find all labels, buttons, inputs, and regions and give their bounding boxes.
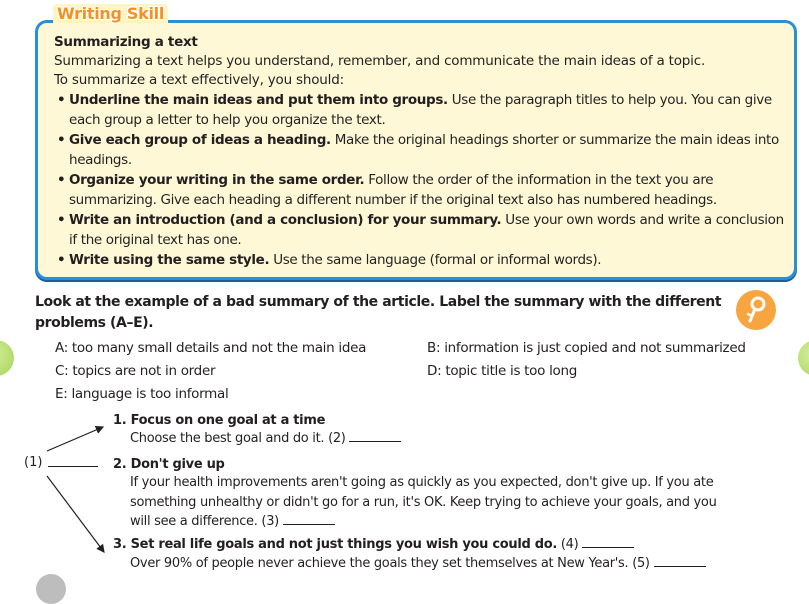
option-b: B: information is just copied and not summarized: [427, 339, 746, 356]
bullet-bold: Give each group of ideas a heading.: [69, 132, 331, 148]
item1-heading: 1. Focus on one goal at a time: [113, 413, 326, 428]
item1-text: [130, 430, 401, 448]
bullet-bold: Write using the same style.: [69, 252, 270, 268]
green-circle-decoration: [0, 340, 14, 376]
option-d: D: topic title is too long: [427, 362, 578, 379]
item3-text-content: Over 90% of people never achieve the goals they set themselves at New Year's. (5): [130, 556, 650, 571]
bullet-text: Use the same language (formal or informal words).: [269, 252, 602, 268]
option-row: [55, 336, 795, 359]
bullet-item: [54, 91, 784, 130]
bullet-text: Follow the order of the information in the text you are summarizing. Give each heading a different number if the original text also has numbered headings.: [69, 172, 717, 208]
bullet-bold: Write an introduction (and a conclusion) for your summary.: [69, 212, 502, 228]
option-row: [55, 382, 795, 405]
bullet-text: Make the original headings shorter or summarize the main ideas into headings.: [69, 132, 779, 168]
skill-intro-1: Summarizing a text helps you understand, remember, and communicate the main ideas of a topic.: [54, 53, 706, 69]
writing-skill-tab: Writing Skill: [53, 4, 168, 23]
item1-text-content: Choose the best goal and do it. (2): [130, 431, 346, 446]
bullet-text: Use your own words and write a conclusion if the original text has one.: [69, 212, 784, 248]
answer-blank-1[interactable]: [48, 466, 98, 467]
item3-label: (4): [557, 537, 579, 552]
label-1: (1): [24, 455, 43, 470]
answer-blank-4[interactable]: [582, 546, 634, 548]
grey-circle-decoration: [36, 574, 66, 604]
option-a: A: too many small details and not the main idea: [55, 339, 367, 356]
problem-options: [55, 336, 795, 405]
skill-bullets: [54, 91, 784, 271]
skill-intro-2: To summarize a text effectively, you should:: [54, 72, 344, 88]
exercise-instruction: Look at the example of a bad summary of the article. Label the summary with the different problems (A–E).: [35, 294, 722, 331]
bullet-item: [54, 251, 784, 271]
item2-line-3-content: will see a difference. (3): [130, 514, 279, 529]
item3-heading: 3. Set real life goals and not just things you wish you could do.: [113, 537, 557, 552]
answer-blank-2[interactable]: [349, 440, 401, 442]
item3-text: [130, 555, 706, 573]
green-circle-decoration: [798, 340, 809, 376]
answer-blank-5[interactable]: [654, 565, 706, 567]
answer-blank-3[interactable]: [283, 523, 335, 525]
option-row: [55, 359, 795, 382]
key-icon: [736, 290, 776, 330]
option-e: E: language is too informal: [55, 385, 229, 402]
option-c: C: topics are not in order: [55, 362, 216, 379]
item3-heading-line: [113, 536, 634, 554]
bullet-item: [54, 171, 784, 210]
writing-skill-box: [35, 20, 797, 280]
bad-summary: [0, 408, 809, 580]
arrows-diagram: [0, 408, 140, 580]
bullet-text: Use the paragraph titles to help you. You can give each group a letter to help you organize the text.: [69, 92, 772, 128]
bullet-item: [54, 211, 784, 250]
bullet-bold: Underline the main ideas and put them into groups.: [69, 92, 448, 108]
item2-line-2: something unhealthy or didn't go for a run, it's OK. Keep trying to achieve your goals, and you: [130, 495, 717, 510]
skill-title: Summarizing a text: [54, 34, 198, 50]
item2-heading: 2. Don't give up: [113, 457, 225, 472]
bullet-bold: Organize your writing in the same order.: [69, 172, 365, 188]
item2-line-3: [130, 513, 335, 531]
writing-skill-content: [54, 33, 784, 271]
item2-line-1: If your health improvements aren't going as quickly as you expected, don't give up. If you ate: [130, 475, 714, 490]
bullet-item: [54, 131, 784, 170]
